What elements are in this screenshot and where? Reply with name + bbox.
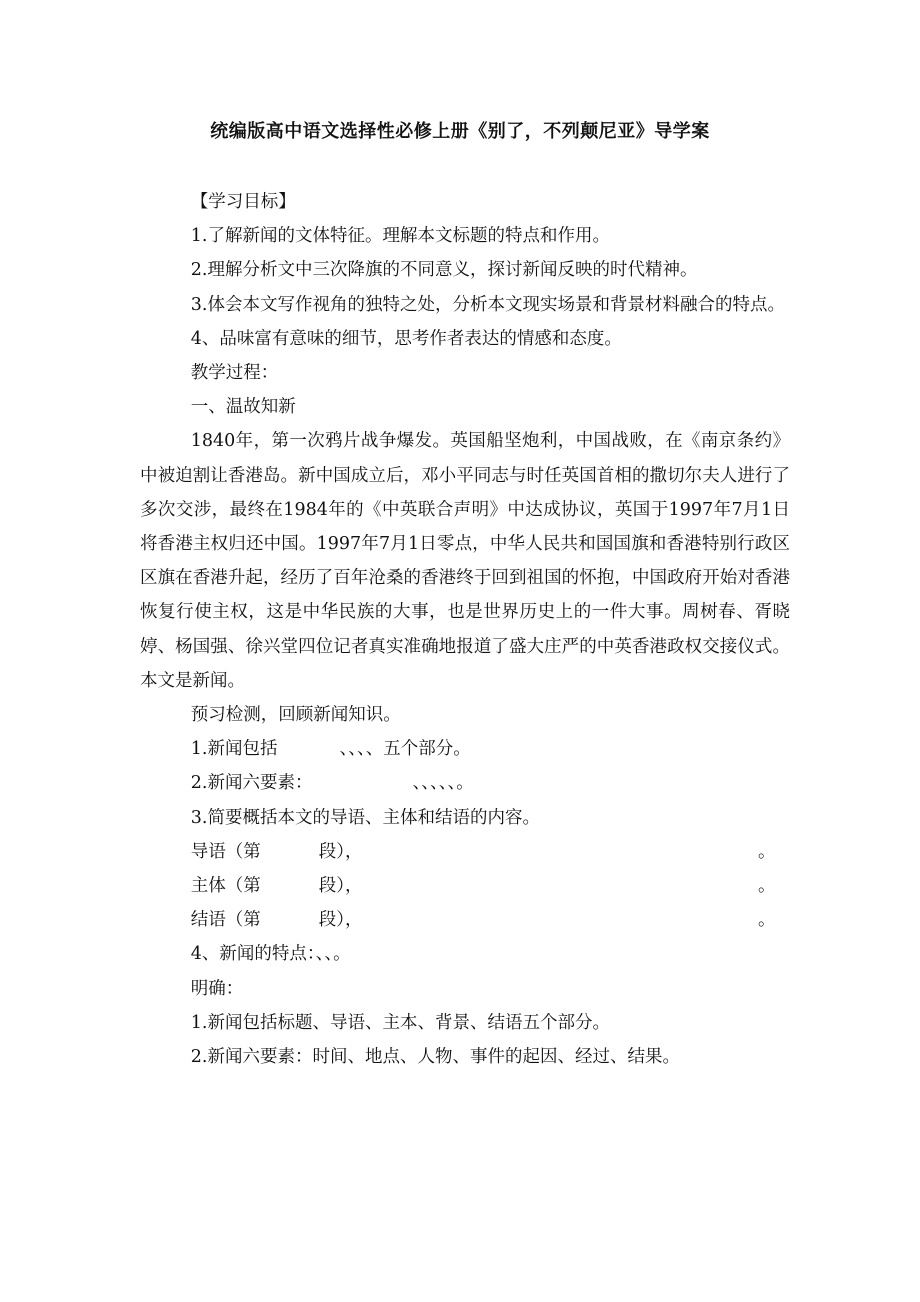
question-3: 3.简要概括本文的导语、主体和结语的内容。 [190, 807, 540, 828]
question-2 [140, 766, 790, 800]
preview-heading: 预习检测，回顾新闻知识。 [190, 705, 401, 726]
summary-row-lead: 导语（第 段）， 。 [190, 841, 776, 862]
answer-item: 2.新闻六要素：时间、地点、人物、事件的起因、经过、结果。 [190, 1047, 680, 1068]
summary-row-ending: 结语（第 段）， 。 [190, 910, 776, 931]
section-heading: 一、温故知新 [190, 397, 296, 418]
question-2-prefix: 2.新闻六要素： [190, 773, 313, 794]
document-body [140, 185, 790, 1074]
objectives-heading: 【学习目标】 [190, 192, 296, 212]
intro-paragraph: 1840年，第一次鸦片战争爆发。英国船坚炮利，中国战败，在《南京条约》中被迫割让香港岛。新中国成立后，邓小平同志与时任英国首相的撒切尔夫人进行了多次交涉，最终在1984年的《中英联合声明》中达成协议，英国于1997年7月1日将香港主权归还中国。1997年7月1日零点，中华人民共和国国旗和香港特别行政区区旗在香港升起，经历了百年沧桑的香港终于回到祖国的怀抱，中国政府开始对香港恢复行使主权，这是中华民族的大事，也是世界历史上的一件大事。周树春、胥晓婷、杨国强、徐兴堂四位记者真实准确地报道了盛大庄严的中英香港政权交接仪式。本文是新闻。 [140, 431, 790, 691]
clarify-heading: 明确： [190, 978, 244, 999]
objective-item: 1.了解新闻的文体特征。理解本文标题的特点和作用。 [190, 226, 610, 247]
process-heading: 教学过程： [190, 363, 279, 384]
objective-item: 2.理解分析文中三次降旗的不同意义，探讨新闻反映的时代精神。 [190, 260, 698, 281]
objective-item: 3.体会本文写作视角的独特之处，分析本文现实场景和背景材料融合的特点。 [190, 294, 785, 315]
question-4: 4、新闻的特点：、、。 [190, 944, 351, 965]
answer-item: 1.新闻包括标题、导语、主本、背景、结语五个部分。 [190, 1012, 610, 1033]
question-2-suffix: 、、、、、。 [412, 773, 474, 794]
summary-row-body: 主体（第 段）， 。 [190, 876, 776, 897]
question-1 [140, 732, 790, 766]
question-1-suffix: 、、、、五个部分。 [339, 739, 471, 760]
question-1-prefix: 1.新闻包括 [190, 739, 278, 760]
objective-item: 4、品味富有意味的细节，思考作者表达的情感和态度。 [190, 328, 622, 349]
document-title: 统编版高中语文选择性必修上册《别了，不列颠尼亚》导学案 [210, 121, 710, 142]
